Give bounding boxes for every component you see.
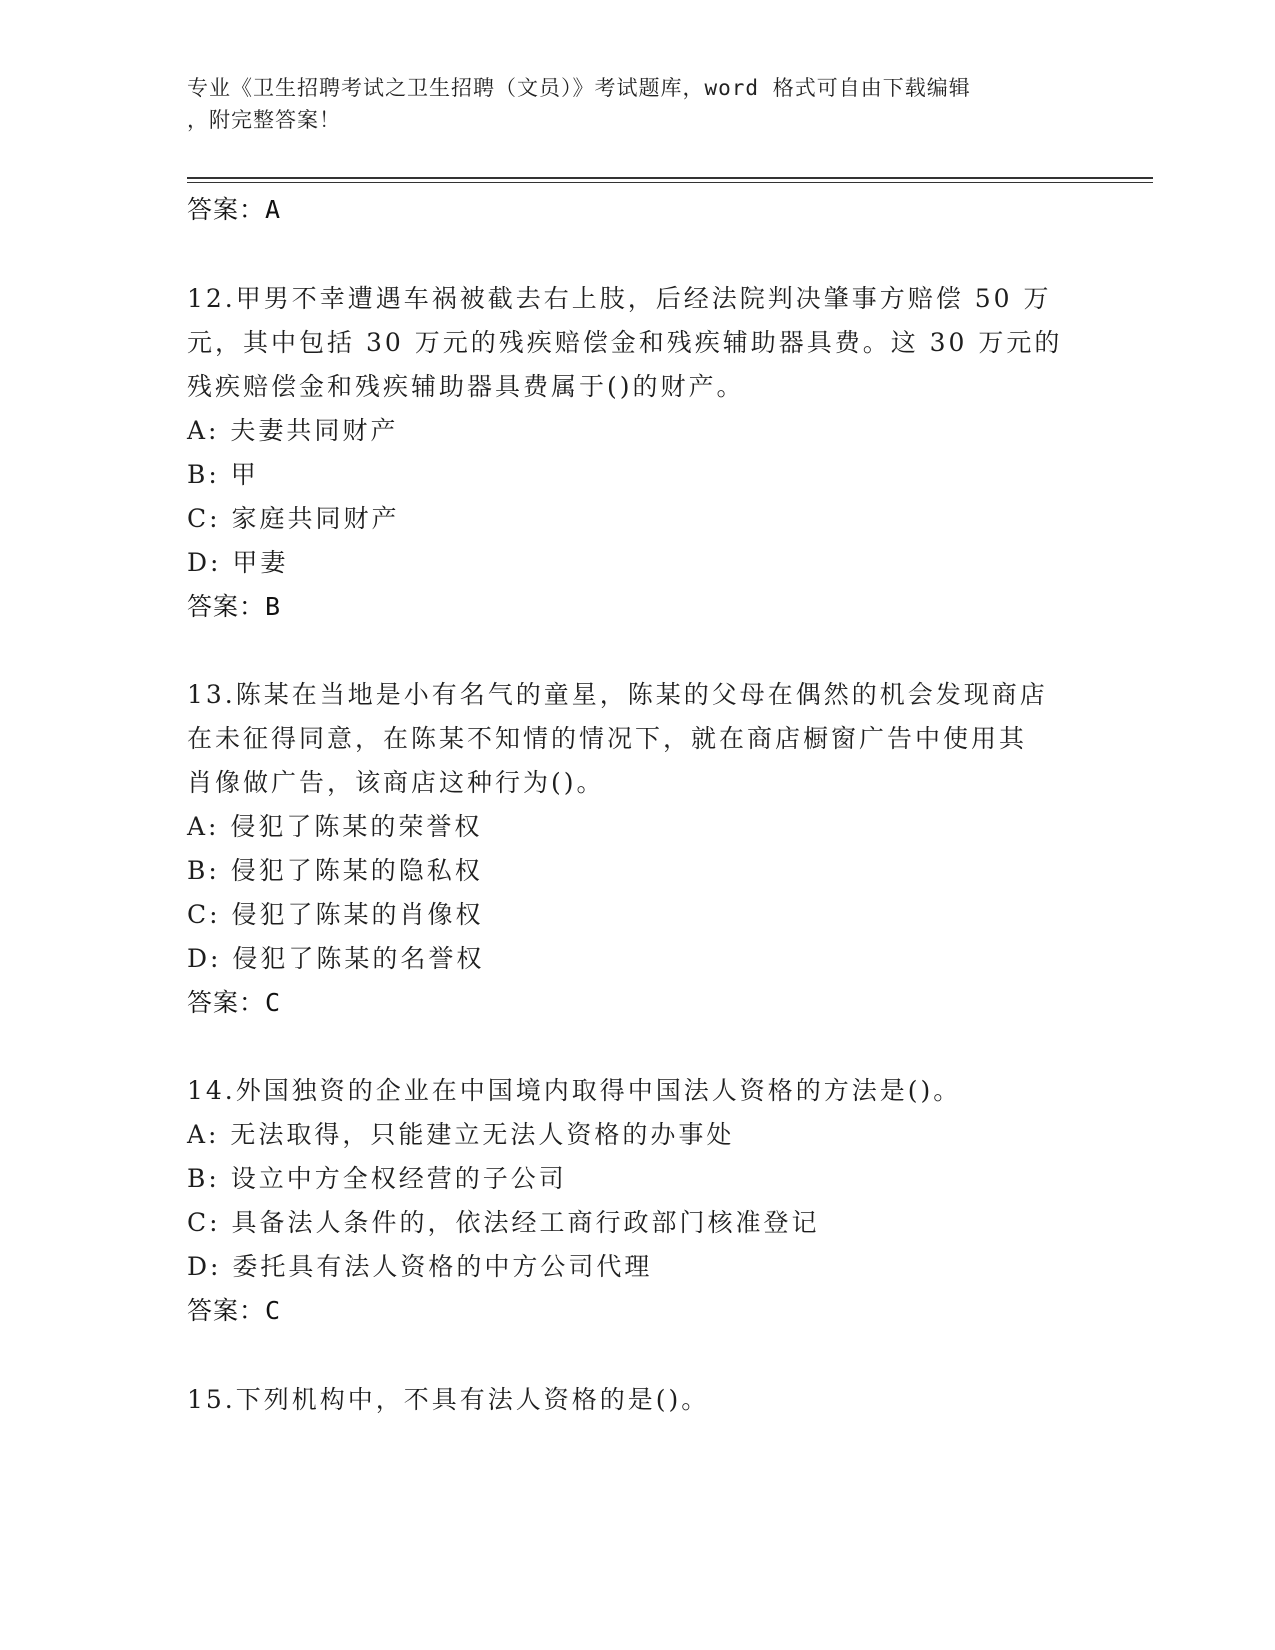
q14-option-a: A: 无法取得，只能建立无法人资格的办事处: [187, 1120, 735, 1149]
q14-option-b: B: 设立中方全权经营的子公司: [187, 1164, 567, 1193]
q13-text-line-2: 在未征得同意，在陈某不知情的情况下，就在商店橱窗广告中使用其: [187, 724, 1028, 753]
document-header: [187, 72, 1067, 136]
q13-option-a: A: 侵犯了陈某的荣誉权: [187, 812, 483, 841]
header-line-1: 专业《卫生招聘考试之卫生招聘（文员）》考试题库，word 格式可自由下载编辑: [187, 76, 971, 100]
q13-option-b: B: 侵犯了陈某的隐私权: [187, 856, 483, 885]
q12-text-line-2: 元，其中包括 30 万元的残疾赔偿金和残疾辅助器具费。这 30 万元的: [187, 328, 1063, 357]
q12-option-d: D: 甲妻: [187, 548, 289, 577]
q12-option-c: C: 家庭共同财产: [187, 504, 400, 533]
q14-option-d: D: 委托具有法人资格的中方公司代理: [187, 1252, 653, 1281]
q12-answer: 答案：B: [187, 592, 282, 621]
q13-option-c: C: 侵犯了陈某的肖像权: [187, 900, 484, 929]
q12-option-a: A: 夫妻共同财产: [187, 416, 399, 445]
previous-answer: 答案：A: [187, 195, 282, 224]
q12-text-line-1: 12.甲男不幸遭遇车祸被截去右上肢，后经法院判决肇事方赔偿 50 万: [187, 284, 1052, 313]
q13-text-line-1: 13.陈某在当地是小有名气的童星，陈某的父母在偶然的机会发现商店: [187, 680, 1048, 709]
header-line-2: ，附完整答案！: [187, 108, 341, 132]
q12-text-line-3: 残疾赔偿金和残疾辅助器具费属于()的财产。: [187, 372, 745, 401]
q12-option-b: B: 甲: [187, 460, 259, 489]
header-divider-bottom: [187, 182, 1153, 183]
q13-option-d: D: 侵犯了陈某的名誉权: [187, 944, 485, 973]
q14-text-line-1: 14.外国独资的企业在中国境内取得中国法人资格的方法是()。: [187, 1076, 962, 1105]
q14-option-c: C: 具备法人条件的，依法经工商行政部门核准登记: [187, 1208, 820, 1237]
q13-answer: 答案：C: [187, 988, 282, 1017]
q14-answer: 答案：C: [187, 1296, 282, 1325]
q15-text-line-1: 15.下列机构中，不具有法人资格的是()。: [187, 1385, 710, 1414]
q13-text-line-3: 肖像做广告，该商店这种行为()。: [187, 768, 605, 797]
header-divider-top: [187, 177, 1153, 179]
